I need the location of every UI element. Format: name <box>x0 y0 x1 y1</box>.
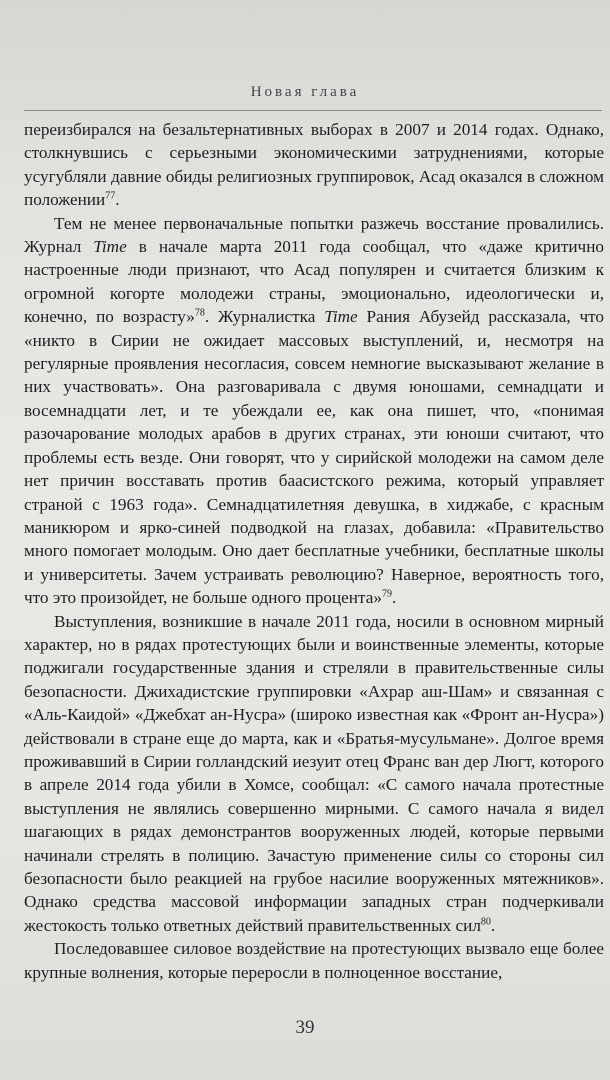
text-run: в начале марта 2011 года сообщал, что «даже критично настроенные люди признают, что Асад популярен и считается близким к огромной когорте молодежи страны, эмоционально, идеологически и, конечно, по возрасту» <box>24 237 604 327</box>
text-run: переизбирался на безальтернативных выборах в 2007 и 2014 годах. Однако, столкнувшись с серьезными экономическими затруднениями, которые усугубляли давние обиды религиозных группировок, Асад оказался в сложном положении <box>24 120 604 210</box>
footnote-ref: 78 <box>194 307 205 319</box>
paragraph <box>24 212 604 610</box>
text-run: Последовавшее силовое воздействие на протестующих вызвало еще более крупные волнения, которые переросли в полноценное восстание, <box>24 939 604 982</box>
text-run: Рания Абузейд рассказала, что «никто в Сирии не ожидает массовых выступлений, и, несмотря на регулярные проявления несогласия, совсем немногие высказывают желание в них участвовать». Она разговаривала с двумя юношами, семнадцати и восемнадцати лет, и те убеждали ее, как она пишет, что, «понимая разочарование молодых арабов в других странах, эти юноши считают, что проблемы есть везде. Они говорят, что у сирийской молодежи на самом деле нет причин восставать против баасистского режима, который управляет страной с 1963 года». Семнадцатилетняя девушка, в хиджабе, с красным маникюром и ярко-синей подводкой на глазах, добавила: «Правительство много помогает молодым. Оно дает бесплатные учебники, бесплатные школы и университеты. Зачем устраивать революцию? Наверное, вероятность того, что это произойдет, не больше одного процента» <box>24 307 604 608</box>
footnote-ref: 79 <box>381 588 392 600</box>
body-text <box>24 118 604 984</box>
text-run: . Журналистка <box>204 307 325 327</box>
paragraph <box>24 118 604 212</box>
paragraph <box>24 610 604 938</box>
text-run: Тем не менее первоначальные попытки разжечь восстание провалились. Журнал <box>24 213 604 257</box>
text-run: Выступления, возникшие в начале 2011 года, носили в основном мирный характер, но в рядах протестующих были и воинственные элементы, которые поджигали государственные здания и стреляли в правительственные силы безопасности. Джихадистские группировки «Ахрар аш-Шам» и связанная с «Аль-Каидой» «Джебхат ан-Нусра» (широко известная как «Фронт ан-Нусра») действовали в стране еще до марта, как и «Братья-мусульмане». Долгое время проживавший в Сирии голландский иезуит отец Франс ван дер Люгт, которого в апреле 2014 года убили в Хомсе, сообщал: «С самого начала протестные выступления не являлись совершенно мирными. С самого начала я видел шагающих в рядах демонстрантов вооруженных людей, которые первыми начинали стрелять в полицию. Зачастую применение силы со стороны сил безопасности было реакцией на грубое насилие вооруженных мятежников». Однако средства массовой информации западных стран подчеркивали жестокость только ответных действий правительственных сил <box>24 611 604 935</box>
running-header: Новая глава <box>250 84 360 100</box>
italic-text: Time <box>93 237 127 257</box>
page-number: 39 <box>295 1017 315 1038</box>
footnote-ref: 80 <box>480 916 491 928</box>
header-rule <box>24 110 602 111</box>
footnote-ref: 77 <box>105 190 116 202</box>
text-run: . <box>115 190 120 210</box>
text-run: . <box>391 588 397 608</box>
text-run: . <box>490 915 496 935</box>
italic-text: Time <box>324 307 358 327</box>
paragraph <box>24 937 604 984</box>
